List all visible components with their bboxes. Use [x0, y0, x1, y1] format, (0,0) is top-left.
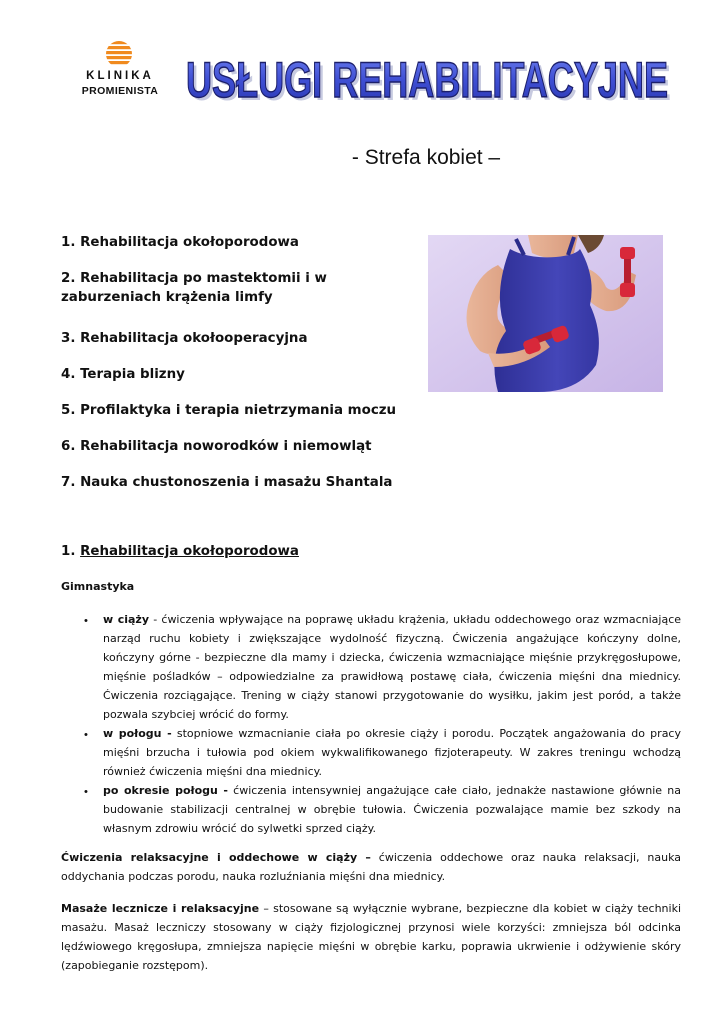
bullet-dot: • — [84, 615, 88, 627]
bullet-dot: • — [84, 786, 88, 798]
section-heading — [61, 544, 299, 559]
service-item-1: 1. Rehabilitacja okołoporodowa — [61, 235, 299, 250]
page-title — [186, 50, 676, 108]
section-title: Rehabilitacja okołoporodowa — [80, 544, 299, 559]
service-item-2: 2. Rehabilitacja po mastektomii i w zaburzeniach krążenia limfy — [61, 271, 327, 305]
bullet-term: w ciąży — [103, 613, 149, 626]
section-number: 1. — [61, 544, 81, 559]
bullet-postpartum: w połogu - stopniowe wzmacnianie ciała po okresie ciąży i porodu. Początek angażowania do pracy mięśni brzucha i tułowia pod okiem wykwalifikowanego fizjoterapeuty. W zakres treningu wchodzą również ćwiczenia mięśni dna miednicy. — [103, 727, 681, 778]
logo-subname: PROMIENISTA — [81, 85, 159, 97]
pregnant-woman-photo — [428, 235, 663, 392]
page-subtitle: - Strefa kobiet – — [351, 146, 501, 169]
page-title-text: USŁUGI REHABILITACYJNE — [186, 52, 668, 108]
clinic-logo — [70, 40, 180, 106]
service-item-4: 4. Terapia blizny — [61, 367, 185, 382]
paragraph-term: Ćwiczenia relaksacyjne i oddechowe w ciąży – — [61, 851, 371, 864]
bullet-term: po okresie połogu - — [103, 784, 228, 797]
paragraph-relaxation: Ćwiczenia relaksacyjne i oddechowe w ciąży – ćwiczenia oddechowe oraz nauka relaksacji, nauka oddychania podczas porodu, nauka rozluźniania mięśni dna miednicy. — [61, 851, 682, 883]
bullet-after-postpartum: po okresie połogu - ćwiczenia intensywniej angażujące całe ciało, jednakże nastawione głównie na budowanie stabilizacji centralnej w obrębie tułowia. Ćwiczenia pozwalające mamie bez szkody na własnym zdrowiu wrócić do sylwetki sprzed ciąży. — [103, 784, 681, 835]
paragraph-massage: Masaże lecznicze i relaksacyjne – stosowane są wyłącznie wybrane, bezpieczne dla kobiet w ciąży techniki masażu. Masaż leczniczy stosowany w ciąży fizjologicznej przynosi wiele korzyści: zmniejsza ból odcinka lędźwiowego kręgosłupa, zmniejsza napięcie mięśni w obrębie karku, poprawia ukrwienie i odżywienie skóry (zapobieganie rozstępom). — [61, 902, 681, 972]
bullet-term: w połogu - — [103, 727, 172, 740]
page-title-shadow: USŁUGI REHABILITACYJNE — [189, 55, 671, 108]
service-item-5: 5. Profilaktyka i terapia nietrzymania moczu — [61, 403, 397, 418]
bullet-pregnancy: w ciąży - ćwiczenia wpływające na poprawę układu krążenia, układu oddechowego oraz wzmacniające narząd ruchu kobiety i zwiększające wydolność fizyczną. Ćwiczenia angażujące kończyny dolne, kończyny górne - bezpieczne dla mamy i dziecka, ćwiczenia wzmacniające mięśnie przykręgosłupowe, mięśnie pośladków – odpowiedzialne za prawidłową postawę ciała, ćwiczenia mięśni dna miednicy. Ćwiczenia rozciągające. Trening w ciąży stanowi przygotowanie do wysiłku, jakim jest poród, a także pozwala szybciej wrócić do formy. — [103, 613, 682, 721]
service-item-7: 7. Nauka chustonoszenia i masażu Shantala — [61, 475, 393, 490]
service-item-6: 6. Rehabilitacja noworodków i niemowląt — [61, 439, 372, 454]
service-item-3: 3. Rehabilitacja okołooperacyjna — [61, 331, 308, 346]
paragraph-term: Masaże lecznicze i relaksacyjne — [61, 902, 260, 915]
logo-name: KLINIKA — [86, 70, 154, 82]
sun-logo-icon — [102, 40, 136, 68]
bullet-dot: • — [84, 729, 88, 741]
gymnastics-heading: Gimnastyka — [61, 580, 135, 593]
